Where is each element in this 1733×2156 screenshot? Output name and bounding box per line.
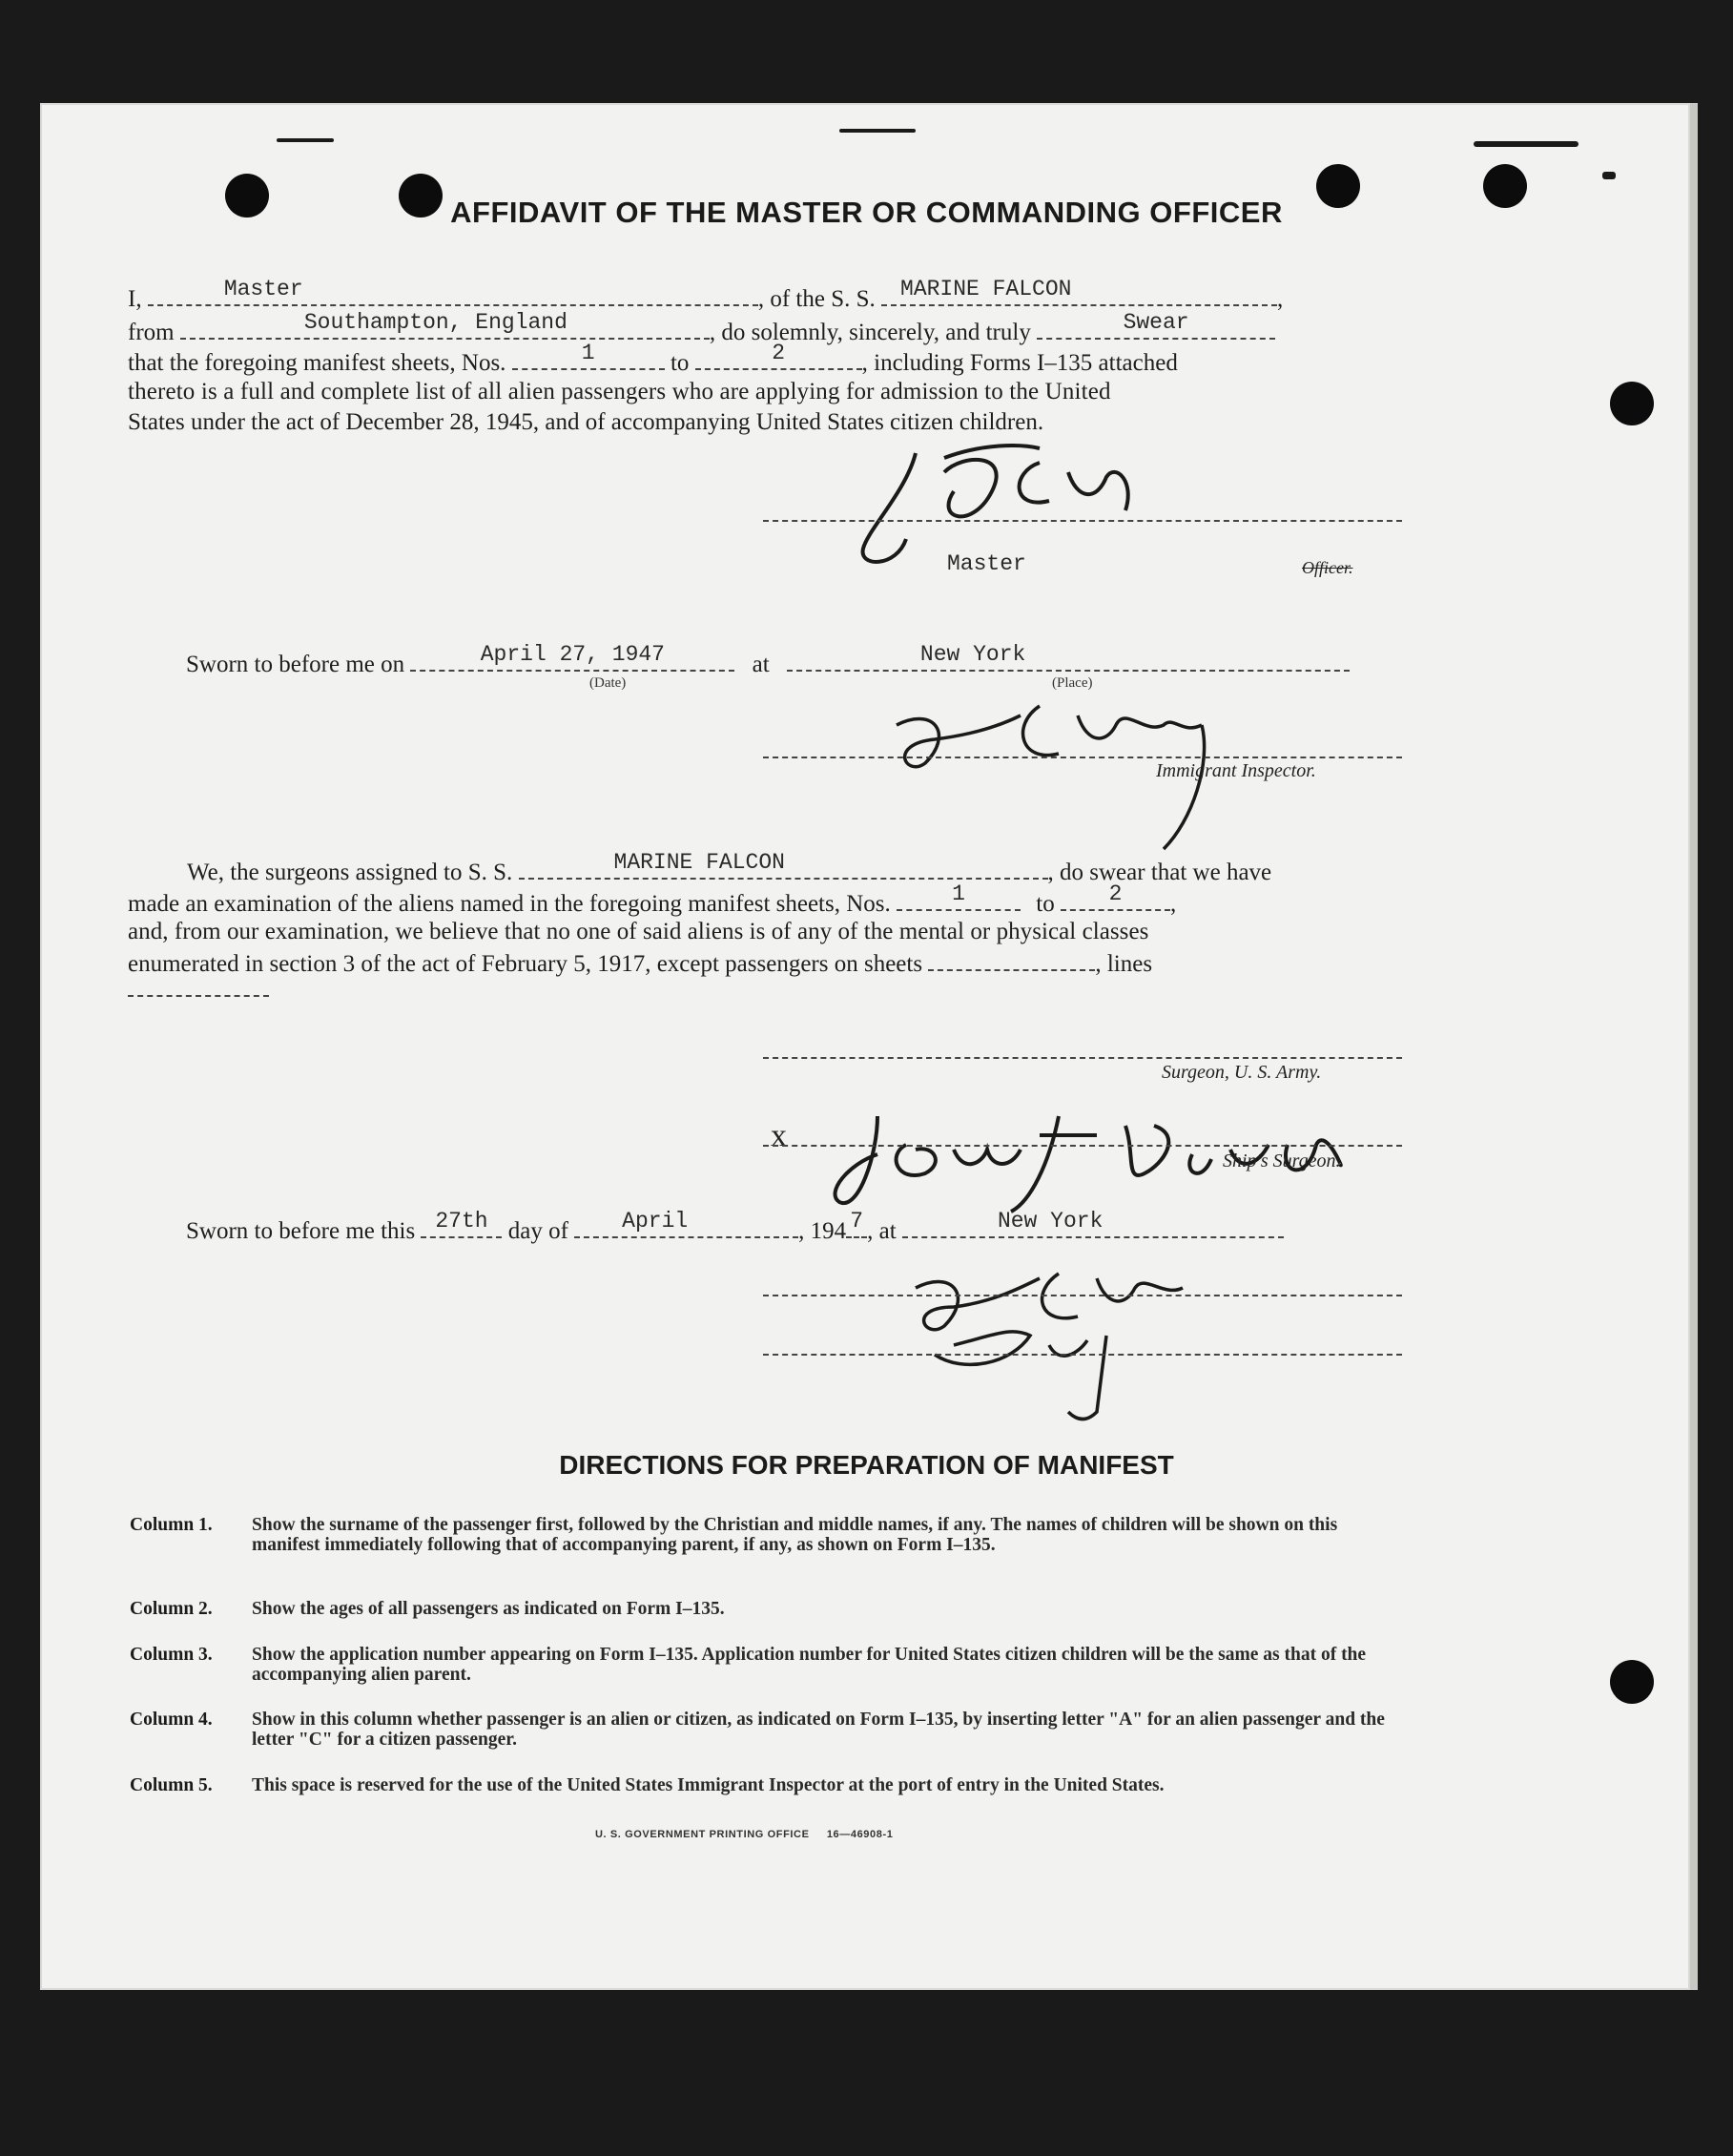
direction-label: Column 4. bbox=[130, 1710, 213, 1730]
text: made an examination of the aliens named in the foregoing manifest sheets, Nos. bbox=[128, 891, 891, 917]
text: , do swear that we have bbox=[1047, 860, 1272, 885]
sheet-from-field bbox=[512, 343, 665, 370]
month-value: April bbox=[622, 1209, 689, 1233]
capacity-value: Master bbox=[223, 277, 303, 301]
direction-column-1 bbox=[130, 1515, 1408, 1578]
direction-label: Column 1. bbox=[130, 1515, 213, 1535]
army-surgeon-role: Surgeon, U. S. Army. bbox=[1162, 1062, 1322, 1083]
from-port-value: Southampton, England bbox=[303, 310, 567, 335]
directions-title: DIRECTIONS FOR PREPARATION OF MANIFEST bbox=[559, 1450, 1174, 1480]
text: I, bbox=[128, 286, 142, 312]
text: at bbox=[752, 652, 770, 677]
punch-hole bbox=[1610, 1660, 1654, 1704]
text: enumerated in section 3 of the act of February 5, 1917, except passengers on sheets bbox=[128, 951, 923, 977]
sheet-to-value: 2 bbox=[772, 341, 786, 365]
place2-field bbox=[902, 1209, 1284, 1238]
affidavit-line-4: thereto is a full and complete list of all alien passengers who are applying for admission to the United bbox=[128, 379, 1111, 404]
printing-office-footer: U. S. GOVERNMENT PRINTING OFFICE 16—46908-1 bbox=[595, 1829, 894, 1840]
surgeon-ship-value: MARINE FALCON bbox=[613, 850, 785, 875]
place-value: New York bbox=[919, 642, 1026, 667]
ship-name-value: MARINE FALCON bbox=[900, 277, 1072, 301]
text: We, the surgeons assigned to S. S. bbox=[187, 860, 513, 885]
direction-text: Show the application number appearing on Form I–135. Application number for United States citizen children will be the same as that of the accompanying alien parent. bbox=[252, 1645, 1367, 1685]
master-signature-line bbox=[763, 520, 1402, 522]
year-value: 7 bbox=[850, 1209, 864, 1233]
month-field bbox=[574, 1209, 798, 1238]
direction-column-4 bbox=[130, 1710, 1408, 1752]
text: , of the S. S. bbox=[757, 286, 876, 312]
ink-speck bbox=[1602, 172, 1616, 179]
direction-text: Show the ages of all passengers as indicated on Form I–135. bbox=[252, 1599, 725, 1619]
direction-text: Show in this column whether passenger is an alien or citizen, as indicated on Form I–135, by inserting letter "A" for an alien passenger and the letter "C" for a citizen passenger. bbox=[252, 1710, 1385, 1750]
text: , at bbox=[867, 1218, 897, 1244]
x-mark: x bbox=[771, 1118, 787, 1153]
surgeons-line-2 bbox=[128, 881, 1177, 919]
date-value: April 27, 1947 bbox=[480, 642, 665, 667]
text: , bbox=[1169, 891, 1177, 917]
signer-title-printed: Officer. bbox=[1302, 558, 1353, 577]
inspector-signature-2 bbox=[897, 1240, 1240, 1431]
signer-title-value: Master bbox=[947, 551, 1026, 576]
direction-text: Show the surname of the passenger first, followed by the Christian and middle names, if any. The names of children will be shown on this manifest immediately following that of accompanying parent, if any, as shown on Form I–135. bbox=[252, 1515, 1338, 1555]
date-field bbox=[410, 642, 734, 672]
inspector-signature-line bbox=[763, 757, 1402, 758]
surgeon-ship-field bbox=[519, 850, 1048, 880]
text: from bbox=[128, 320, 175, 345]
day-field bbox=[421, 1209, 502, 1238]
text: Sworn to before me this bbox=[186, 1218, 416, 1244]
day-value: 27th bbox=[435, 1209, 488, 1233]
oath-value: Swear bbox=[1123, 310, 1189, 335]
affidavit-line-3 bbox=[128, 343, 1178, 378]
text: , do solemnly, sincerely, and truly bbox=[709, 320, 1031, 345]
oath-field bbox=[1037, 310, 1275, 340]
direction-label: Column 5. bbox=[130, 1775, 213, 1795]
direction-column-3 bbox=[130, 1645, 1408, 1687]
direction-column-2 bbox=[130, 1599, 1408, 1620]
direction-column-5 bbox=[130, 1775, 1408, 1817]
sheet-from-value: 1 bbox=[581, 341, 595, 365]
master-signature bbox=[849, 434, 1230, 577]
text: , lines bbox=[1095, 951, 1153, 977]
text: , including Forms I–135 attached bbox=[861, 350, 1178, 376]
text: to bbox=[670, 350, 690, 376]
ship-surgeon-line bbox=[763, 1145, 1402, 1147]
date-caption: (Date) bbox=[589, 675, 627, 691]
from-port-field bbox=[180, 310, 710, 340]
surgeons-line-4 bbox=[128, 944, 1152, 979]
text: , 194 bbox=[798, 1218, 847, 1244]
inspector-signature-line-2 bbox=[763, 1295, 1402, 1296]
army-surgeon-line bbox=[763, 1057, 1402, 1059]
surgeon-sheet-from-value: 1 bbox=[952, 881, 965, 906]
ink-speck bbox=[1474, 141, 1578, 147]
ship-name-field bbox=[881, 277, 1277, 306]
page-edge bbox=[1690, 103, 1698, 1990]
affidavit-line-1 bbox=[128, 277, 1284, 314]
affidavit-line-5: States under the act of December 28, 1945, and of accompanying United States citizen children. bbox=[128, 409, 1044, 435]
inspector-role: Immigrant Inspector. bbox=[1156, 760, 1316, 781]
text: day of bbox=[507, 1218, 568, 1244]
place2-value: New York bbox=[997, 1209, 1104, 1233]
sheet-to-field bbox=[695, 343, 862, 370]
direction-label: Column 2. bbox=[130, 1599, 213, 1619]
page-title: AFFIDAVIT OF THE MASTER OR COMMANDING OFFICER bbox=[450, 196, 1283, 229]
ink-speck bbox=[839, 129, 916, 133]
year-field bbox=[846, 1209, 867, 1238]
ink-speck bbox=[277, 138, 334, 142]
ship-surgeon-role: Ship's Surgeon. bbox=[1223, 1151, 1341, 1171]
direction-label: Column 3. bbox=[130, 1645, 213, 1665]
place-caption: (Place) bbox=[1052, 675, 1093, 691]
text: that the foregoing manifest sheets, Nos. bbox=[128, 350, 506, 376]
surgeon-sheet-to-field bbox=[1061, 881, 1170, 911]
text: Sworn to before me on bbox=[186, 652, 405, 677]
surgeons-line-3: and, from our examination, we believe that no one of said aliens is of any of the mental or physical classes bbox=[128, 919, 1149, 944]
direction-text: This space is reserved for the use of the United States Immigrant Inspector at the port of entry in the United States. bbox=[252, 1775, 1165, 1795]
except-lines-field bbox=[128, 995, 269, 997]
text: , bbox=[1277, 286, 1284, 312]
punch-hole bbox=[1610, 382, 1654, 425]
except-sheets-field bbox=[928, 944, 1095, 971]
inspector-signature-line-3 bbox=[763, 1354, 1402, 1356]
surgeon-sheet-to-value: 2 bbox=[1108, 881, 1123, 906]
surgeon-sheet-from-field bbox=[897, 881, 1021, 911]
text: to bbox=[1036, 891, 1055, 917]
capacity-field bbox=[148, 277, 758, 306]
